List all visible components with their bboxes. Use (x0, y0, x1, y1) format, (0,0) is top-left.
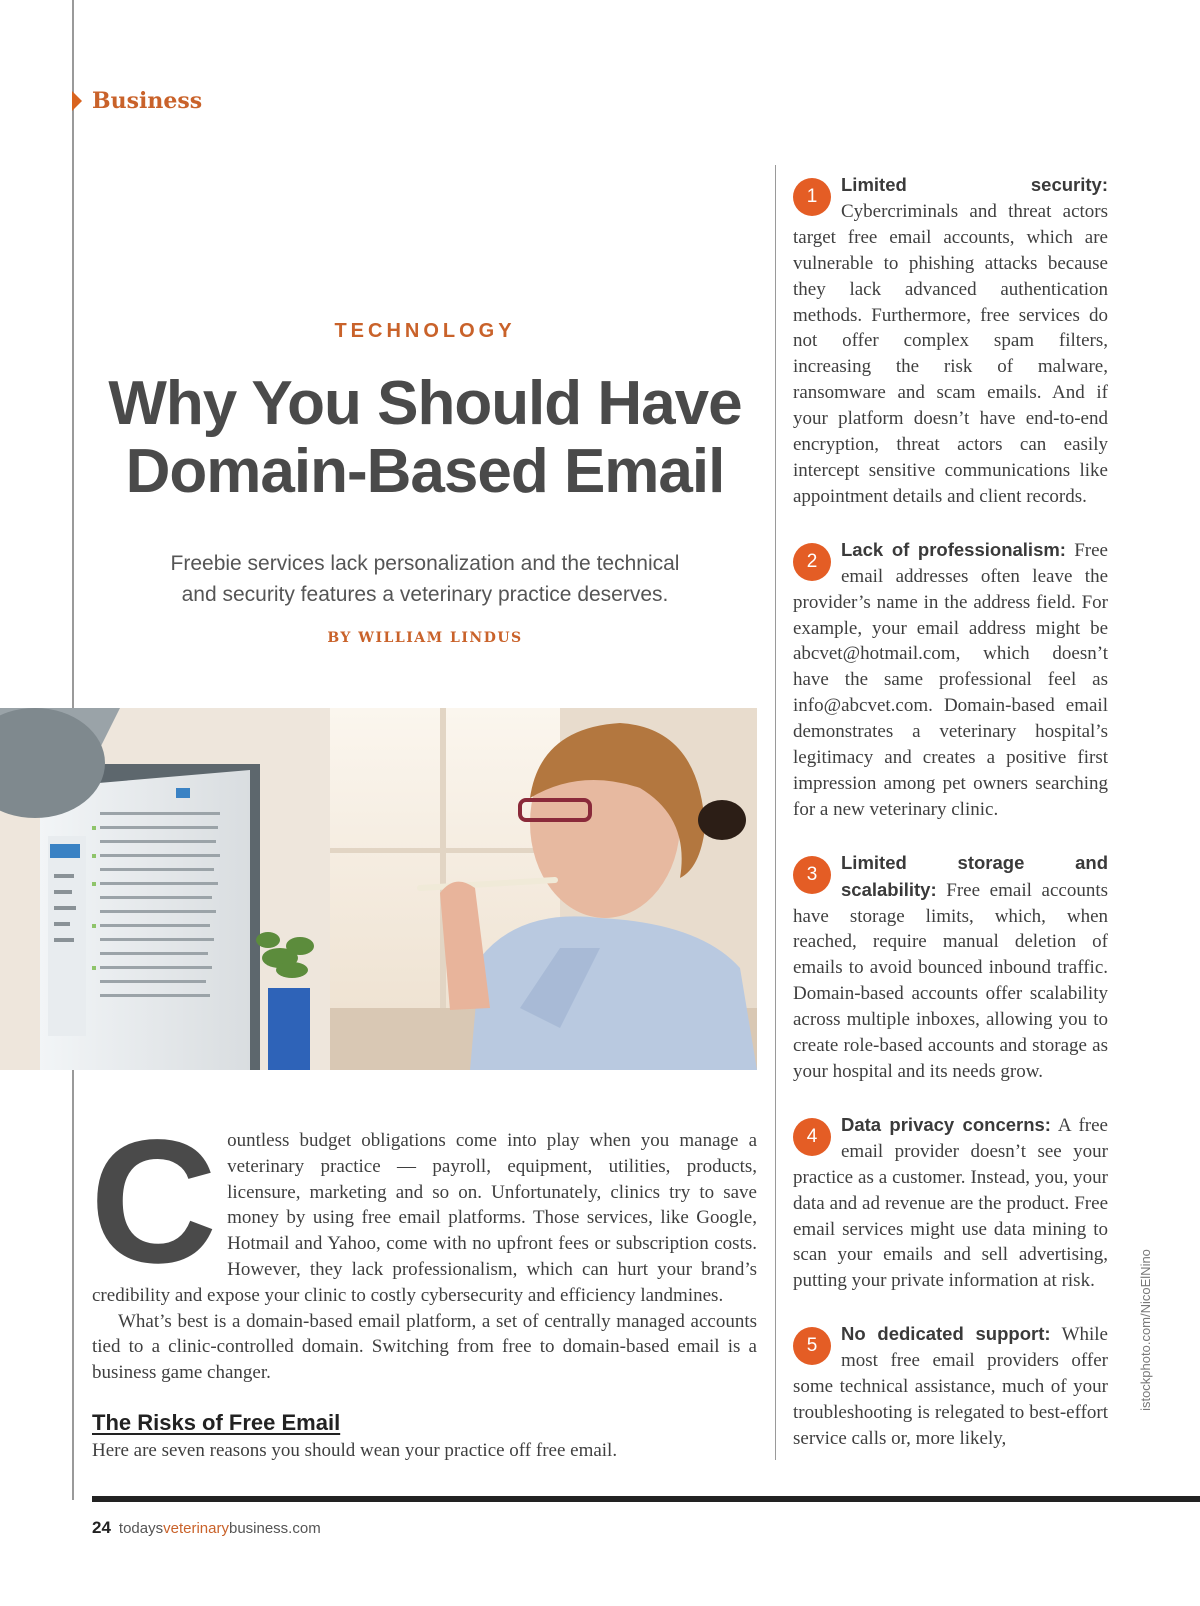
article-body (90, 1104, 757, 1386)
body-paragraph-2: What’s best is a domain-based email platform, a set of centrally managed accounts tied to a clinic-controlled domain. Switching from free to domain-based email is a business game changer. (92, 1310, 757, 1384)
site-name-prefix: todays (118, 1520, 164, 1537)
risk-item-title: Limited storage and scalability: (841, 851, 1108, 900)
headline-line-2: Domain-Based Email (125, 437, 725, 506)
subhead-intro: Here are seven reasons you should wean your practice off free email. (92, 1440, 618, 1461)
risk-item-text: While most free email providers offer some technical assistance, much of your troubleshooting is relegated to best-effort service calls or, more likely, (793, 1324, 1108, 1449)
number-badge: 3 (793, 856, 831, 894)
risk-item-text: Free email accounts have storage limits, which, when reached, require manual deletion of emails to avoid bounced inbound traffic. Domain-based accounts offer scalability across multiple inboxes, allowing you to create role-based accounts and storage as your hospital and its needs grow. (793, 879, 1108, 1082)
number-badge: 1 (793, 178, 831, 216)
kicker: TECHNOLOGY (334, 320, 516, 342)
footer-rule (92, 1496, 1200, 1502)
hero-photo (0, 708, 757, 1070)
risk-item-title: Lack of professionalism: (841, 538, 1066, 560)
risk-item-title: Limited security: (841, 174, 1108, 195)
page-number: 24 (92, 1518, 111, 1537)
column-rule (775, 165, 776, 1460)
photo-credit: istockphoto.com/NicoElNino (1138, 1249, 1153, 1411)
subhead: The Risks of Free Email (92, 1410, 341, 1435)
triangle-marker-icon (72, 91, 82, 111)
risk-item (793, 850, 1108, 1085)
number-badge: 5 (793, 1327, 831, 1365)
risk-item (793, 1321, 1108, 1452)
page-footer (92, 1518, 321, 1538)
number-badge: 2 (793, 543, 831, 581)
section-name: Business (92, 88, 203, 114)
dek (130, 548, 720, 610)
site-name-accent: veterinary (163, 1520, 229, 1537)
risk-item (793, 172, 1108, 510)
dek-line-1: Freebie services lack personalization and the technical (170, 552, 680, 575)
risk-item-text: Free email addresses often leave the provider’s name in the address field. For example, your email address might be abcvet@hotmail.com, which doesn’t have the same professional feel as info@abcvet.com. Domain-based email demonstrates a veterinary hospital’s legitimacy and creates a positive first impression among pet owners searching for a new veterinary clinic. (793, 539, 1108, 820)
risk-list (793, 172, 1108, 1479)
risk-item-title: No dedicated support: (841, 1323, 1051, 1345)
risk-item-text: A free email provider doesn’t see your practice as a customer. Instead, you, your data and ad revenue are the product. Free email services might use data mining to scan your emails and sell advertising, putting your private information at risk. (793, 1114, 1108, 1292)
section-tag (72, 88, 202, 114)
risk-item-text: Cybercriminals and threat actors target free email accounts, which are vulnerable to phishing attacks because they lack advanced authentication methods. Furthermore, free services do not offer complex spam filters, increasing the risk of malware, ransomware and scam emails. And if your platform doesn’t have end-to-end encryption, threat actors can easily intercept sensitive communications like appointment details and client records. (793, 200, 1108, 507)
risk-item (793, 537, 1108, 823)
byline: BY WILLIAM LINDUS (327, 630, 523, 646)
dek-line-2: and security features a veterinary practice deserves. (181, 583, 669, 606)
drop-cap: C (90, 1104, 218, 1300)
headline (80, 370, 770, 506)
headline-line-1: Why You Should Have (108, 369, 742, 438)
body-paragraph-1: ountless budget obligations come into play when you manage a veterinary practice — payroll, equipment, utilities, products, licensure, marketing and so on. Unfortunately, clinics try to save money by using free email platforms. Those services, like Google, Hotmail and Yahoo, come with no upfront fees or subscription costs. However, they lack professionalism, which can hurt your brand’s credibility and expose your clinic to costly cybersecurity and efficiency landmines. (92, 1130, 757, 1306)
risk-item-title: Data privacy concerns: (841, 1113, 1051, 1135)
site-name-suffix: business.com (228, 1520, 321, 1537)
risk-item (793, 1112, 1108, 1294)
woman-at-computer-illustration (0, 708, 757, 1070)
number-badge: 4 (793, 1118, 831, 1156)
